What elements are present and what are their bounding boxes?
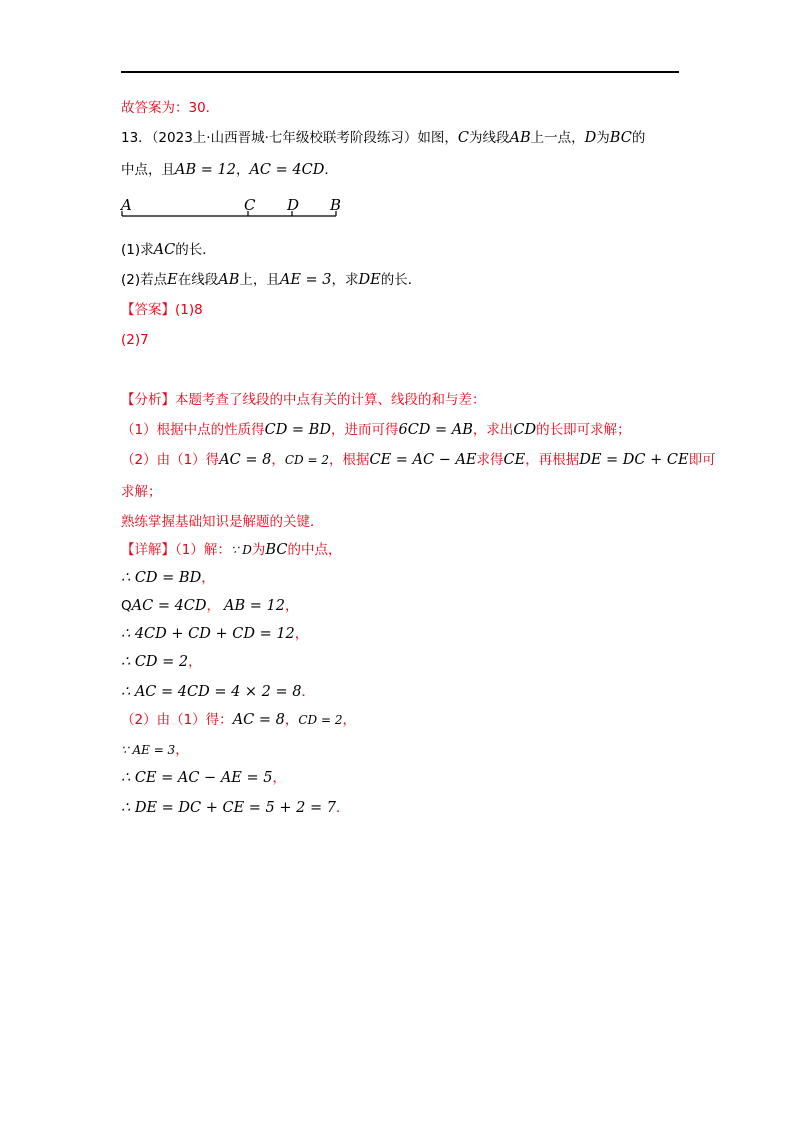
- equation: ∵ AE = 3: [121, 743, 176, 757]
- analysis-text: ，进而可得: [330, 422, 399, 438]
- problem-line-1: [121, 128, 645, 148]
- point-e: E: [167, 272, 178, 288]
- punctuation: ，: [271, 452, 285, 468]
- equation: ∴ CE = AC − AE = 5: [121, 770, 273, 786]
- segment-bc: BC: [609, 130, 632, 146]
- question-text: ，求: [331, 272, 359, 288]
- equation: ∴ CD = BD: [121, 570, 202, 586]
- equation: 6CD = AB: [398, 422, 473, 438]
- segment-cd: CD: [513, 422, 537, 438]
- analysis-point-2-cont: [121, 482, 162, 502]
- equation: AC = 8: [219, 452, 272, 468]
- punctuation: ，: [206, 598, 221, 614]
- step-7: [121, 768, 286, 788]
- segment-ab: AB: [509, 130, 531, 146]
- analysis-summary: [121, 512, 324, 532]
- analysis-text: 即可: [688, 452, 716, 468]
- step-3: [121, 624, 308, 644]
- equation: ∴ CD = 2: [121, 654, 189, 670]
- analysis-point-1: [121, 420, 631, 440]
- previous-answer: [121, 98, 219, 118]
- equation: CD = 2: [284, 453, 329, 467]
- previous-answer-text: 故答案为：30．: [121, 100, 220, 116]
- analysis-text: 的长即可求解；: [536, 422, 631, 438]
- question-text: 在线段: [177, 272, 219, 288]
- segment-bc: BC: [265, 542, 288, 558]
- analysis-text: ，求出: [472, 422, 514, 438]
- equation: CE = AC − AE: [369, 452, 477, 468]
- detail-title: [121, 540, 341, 560]
- punctuation: ，: [294, 626, 309, 642]
- analysis-text: （1）根据中点的性质得: [121, 422, 265, 438]
- label-c: C: [244, 196, 256, 214]
- punctuation: ，: [342, 712, 356, 728]
- punctuation: ．: [335, 800, 350, 816]
- equation: AC = 8: [232, 712, 285, 728]
- analysis-text: 熟练掌握基础知识是解题的关键．: [121, 514, 324, 530]
- label-a: A: [121, 196, 132, 214]
- analysis-text: 【分析】本题考查了线段的中点有关的计算、线段的和与差：: [121, 392, 486, 408]
- analysis-text: ，再根据: [525, 452, 580, 468]
- analysis-point-2: [121, 450, 716, 470]
- answer-part-2: [121, 330, 149, 350]
- detail-text: 的中点，: [287, 542, 342, 558]
- equation: ∴ 4CD + CD + CD = 12: [121, 626, 295, 642]
- answer-label: [121, 300, 203, 320]
- label-d: D: [287, 196, 300, 214]
- equation: AB = 12: [224, 598, 285, 614]
- segment-ac: AC: [153, 242, 176, 258]
- step-8: [121, 798, 349, 818]
- because-glyph: Q: [121, 598, 132, 614]
- part-2-title: [121, 710, 356, 730]
- equation: DE = DC + CE: [579, 452, 689, 468]
- equation-ae: AE = 3: [279, 272, 332, 288]
- problem-text: 中点，且: [121, 162, 175, 178]
- analysis-text: ，根据: [328, 452, 370, 468]
- problem-number: 13．: [121, 130, 152, 146]
- analysis-title: [121, 390, 486, 410]
- segment-ab: AB: [218, 272, 240, 288]
- segment-diagram: [118, 196, 358, 222]
- detail-text: 为: [251, 542, 266, 558]
- step-2: [121, 596, 298, 616]
- problem-text: 的: [631, 130, 646, 146]
- detail-text: （2）由（1）得：: [121, 712, 233, 728]
- header-rule: [121, 71, 679, 73]
- step-5: [121, 682, 315, 702]
- problem-text: 上一点，: [530, 130, 585, 146]
- because-d: ∵ D: [230, 543, 252, 557]
- question-2: [121, 270, 421, 290]
- segment-de: DE: [358, 272, 381, 288]
- question-text: 的长．: [380, 272, 422, 288]
- detail-text: 【详解】（1）解：: [121, 542, 231, 558]
- equation-ac: AC = 4CD: [249, 162, 325, 178]
- punctuation: ，: [272, 770, 286, 786]
- punctuation: ，: [235, 162, 250, 178]
- problem-line-2: [121, 160, 338, 180]
- problem-text: 为: [596, 130, 610, 146]
- segment-ce: CE: [503, 452, 526, 468]
- equation: CD = 2: [298, 713, 343, 727]
- equation: AC = 4CD: [131, 598, 207, 614]
- analysis-text: （2）由（1）得: [121, 452, 220, 468]
- question-1: [121, 240, 216, 260]
- question-text: (2)若点: [121, 272, 168, 288]
- analysis-text: 求得: [476, 452, 504, 468]
- punctuation: ．: [324, 162, 338, 178]
- punctuation: ．: [301, 684, 315, 700]
- question-text: 的长．: [175, 242, 216, 258]
- analysis-text: 求解；: [121, 484, 162, 500]
- answer-text: (2)7: [121, 332, 149, 348]
- point-d: D: [584, 130, 597, 146]
- punctuation: ，: [284, 712, 299, 728]
- question-text: 上，且: [239, 272, 280, 288]
- equation: ∴ AC = 4CD = 4 × 2 = 8: [121, 684, 302, 700]
- equation: CD = BD: [264, 422, 331, 438]
- question-text: (1)求: [121, 242, 154, 258]
- problem-source: （2023上·山西晋城·七年级校联考阶段练习）: [151, 130, 418, 146]
- answer-text: 【答案】(1)8: [121, 302, 203, 318]
- label-b: B: [330, 196, 342, 214]
- punctuation: ，: [201, 570, 215, 586]
- point-c: C: [457, 130, 469, 146]
- punctuation: ，: [188, 654, 202, 670]
- step-6: [121, 740, 189, 760]
- equation-ab: AB = 12: [175, 162, 236, 178]
- punctuation: ，: [175, 742, 189, 758]
- step-4: [121, 652, 202, 672]
- problem-text: 为线段: [469, 130, 510, 146]
- punctuation: ，: [284, 598, 299, 614]
- equation: ∴ DE = DC + CE = 5 + 2 = 7: [121, 800, 336, 816]
- step-1: [121, 568, 215, 588]
- problem-intro: 如图，: [417, 130, 458, 146]
